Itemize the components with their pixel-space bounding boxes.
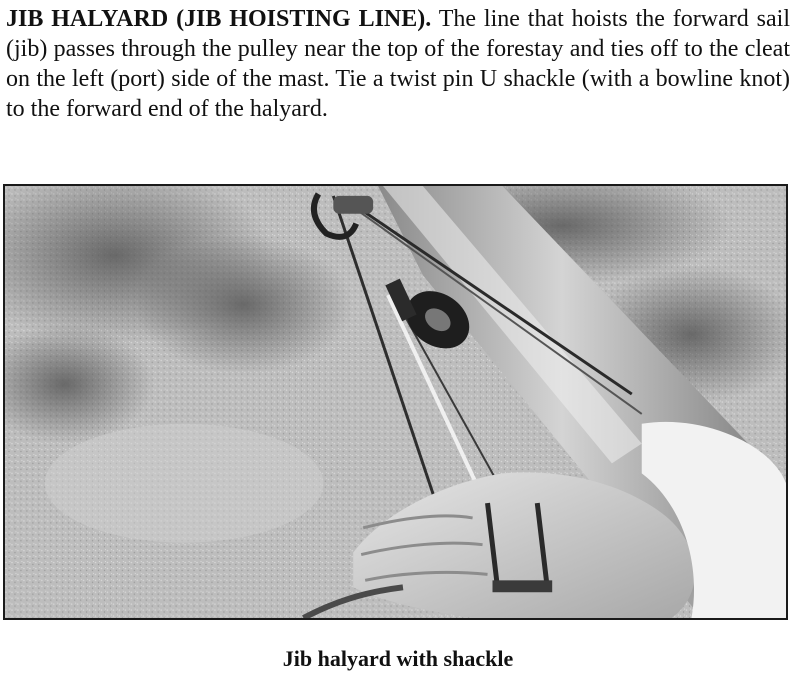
halyard-photo xyxy=(3,184,788,620)
section-body: The line that hoists the forward sail (jib) passes through the pulley near the top of the forestay and ties off to the cleat on the left (port) side of the mast. Tie a twist pin U shackle (with a bowline knot) to the forward end of the halyard. xyxy=(6,6,790,122)
figure-caption: Jib halyard with shackle xyxy=(282,646,514,671)
section-heading: JIB HALYARD (JIB HOISTING LINE). xyxy=(6,6,432,32)
instruction-paragraph xyxy=(6,4,790,124)
